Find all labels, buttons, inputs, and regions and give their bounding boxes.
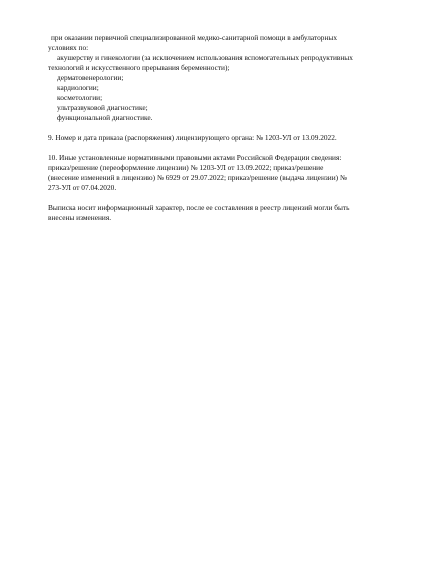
list-item: кардиологии; (57, 83, 99, 92)
section-10-line: 10. Иные установленные нормативными правовыми актами Российской Федерации сведения: (48, 153, 342, 162)
section-9: 9. Номер и дата приказа (распоряжения) лицензирующего органа: № 1203-УЛ от 13.09.2022. (48, 133, 337, 142)
section-10-line: 273-УЛ от 07.04.2020. (48, 183, 117, 192)
spacer (48, 143, 394, 153)
intro-line: при оказании первичной специализированной медико-санитарной помощи в амбулаторных (51, 33, 337, 42)
list-item: косметологии; (57, 93, 103, 102)
list-item: функциональной диагностике. (57, 113, 153, 122)
list-item: дерматовенерологии; (57, 73, 124, 82)
intro-line: условиях по: (48, 43, 89, 52)
section-10-line: (внесение изменений в лицензию) № 6929 от 29.07.2022; приказ/решение (выдача лицензии) № (48, 173, 347, 182)
note-line: внесены изменения. (48, 213, 112, 222)
spacer (48, 123, 394, 133)
note-line: Выписка носит информационный характер, после ее составления в реестр лицензий могли быть (48, 203, 350, 212)
list-item-continuation: технологий и искусственного прерывания беременности); (48, 63, 230, 72)
document-body (48, 33, 394, 223)
list-item: акушерству и гинекологии (за исключением использования вспомогательных репродуктивных (57, 53, 353, 62)
section-10-line: приказ/решение (переоформление лицензии) № 1203-УЛ от 13.09.2022; приказ/решение (48, 163, 324, 172)
spacer (48, 193, 394, 203)
list-item: ультразвуковой диагностике; (57, 103, 148, 112)
